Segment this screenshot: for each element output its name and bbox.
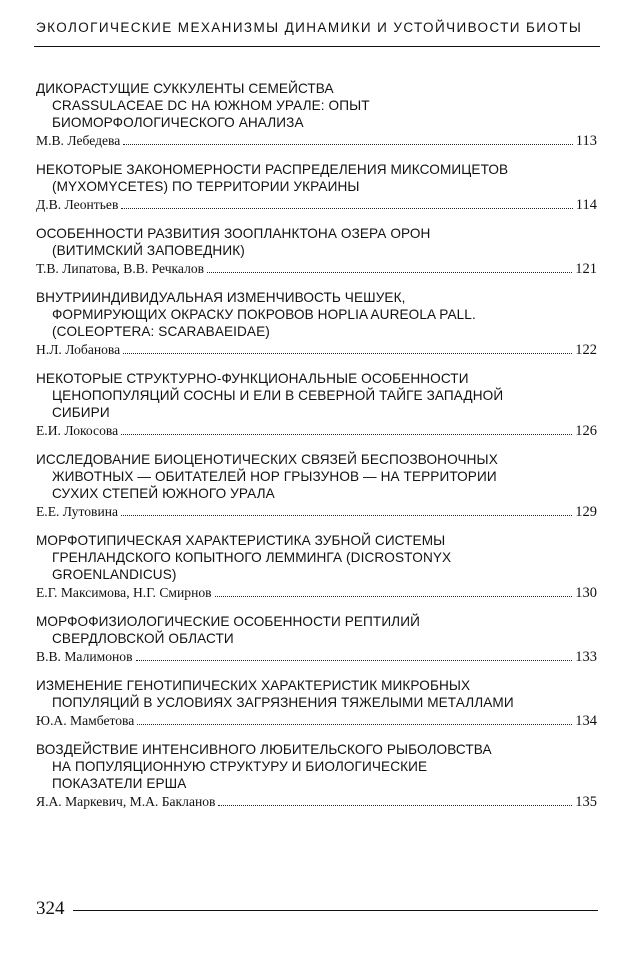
dot-leader <box>121 515 572 516</box>
page-footer <box>36 898 598 920</box>
entry-authors: В.В. Малимонов <box>36 649 133 664</box>
dot-leader <box>218 805 572 806</box>
entry-author-line <box>36 196 597 214</box>
entry-authors: Е.Е. Лутовина <box>36 504 119 519</box>
entry-title-line: СУХИХ СТЕПЕЙ ЮЖНОГО УРАЛА <box>52 486 275 501</box>
footer-rule <box>73 910 599 911</box>
entry-page-number: 130 <box>575 585 597 601</box>
dot-leader <box>121 208 572 209</box>
entry-title-line: ГРЕНЛАНДСКОГО КОПЫТНОГО ЛЕММИНГА (DICROSTONYX <box>52 550 452 565</box>
entry-title-line: МОРФОТИПИЧЕСКАЯ ХАРАКТЕРИСТИКА ЗУБНОЙ СИСТЕМЫ <box>36 533 446 548</box>
dot-leader <box>137 724 572 725</box>
entry-page-number: 126 <box>575 423 597 439</box>
dot-leader <box>215 596 573 597</box>
entry-title-line: ИССЛЕДОВАНИЕ БИОЦЕНОТИЧЕСКИХ СВЯЗЕЙ БЕСПОЗВОНОЧНЫХ <box>36 452 498 467</box>
dot-leader <box>121 434 572 435</box>
entry-title <box>36 289 597 340</box>
entry-title-line: ВОЗДЕЙСТВИЕ ИНТЕНСИВНОГО ЛЮБИТЕЛЬСКОГО РЫБОЛОВСТВА <box>36 742 492 757</box>
entry-title <box>36 677 597 711</box>
entry-title-line: ПОПУЛЯЦИЙ В УСЛОВИЯХ ЗАГРЯЗНЕНИЯ ТЯЖЕЛЫМИ МЕТАЛЛАМИ <box>52 695 514 710</box>
table-of-contents <box>36 80 597 822</box>
toc-entry <box>36 741 597 811</box>
entry-authors: Я.А. Маркевич, М.А. Бакланов <box>36 794 216 809</box>
entry-authors: Д.В. Леонтьев <box>36 197 119 212</box>
dot-leader <box>136 660 573 661</box>
entry-title <box>36 532 597 583</box>
entry-page-number: 122 <box>575 342 597 358</box>
entry-page-number: 135 <box>575 794 597 810</box>
entry-title-line: ЖИВОТНЫХ — ОБИТАТЕЛЕЙ НОР ГРЫЗУНОВ — НА ТЕРРИТОРИИ <box>52 469 497 484</box>
toc-entry <box>36 289 597 359</box>
entry-title-line: ИЗМЕНЕНИЕ ГЕНОТИПИЧЕСКИХ ХАРАКТЕРИСТИК МИКРОБНЫХ <box>36 678 471 693</box>
entry-title-line: GROENLANDICUS) <box>52 567 177 582</box>
entry-title-line: БИОМОРФОЛОГИЧЕСКОГО АНАЛИЗА <box>52 115 304 130</box>
toc-entry <box>36 677 597 730</box>
entry-title-line: ВНУТРИИНДИВИДУАЛЬНАЯ ИЗМЕНЧИВОСТЬ ЧЕШУЕК, <box>36 290 406 305</box>
entry-page-number: 133 <box>575 649 597 665</box>
entry-title-line: НЕКОТОРЫЕ СТРУКТУРНО-ФУНКЦИОНАЛЬНЫЕ ОСОБЕННОСТИ <box>36 371 469 386</box>
entry-title-line: НА ПОПУЛЯЦИОННУЮ СТРУКТУРУ И БИОЛОГИЧЕСКИЕ <box>52 759 428 774</box>
toc-entry <box>36 80 597 150</box>
entry-title-line: CRASSULACEAE DC НА ЮЖНОМ УРАЛЕ: ОПЫТ <box>52 98 370 113</box>
running-head: ЭКОЛОГИЧЕСКИЕ МЕХАНИЗМЫ ДИНАМИКИ И УСТОЙЧИВОСТИ БИОТЫ <box>36 20 583 35</box>
entry-author-line <box>36 503 597 521</box>
entry-authors: Н.Л. Лобанова <box>36 342 121 357</box>
entry-author-line <box>36 422 597 440</box>
entry-author-line <box>36 341 597 359</box>
dot-leader <box>123 353 572 354</box>
entry-title <box>36 613 597 647</box>
entry-title <box>36 80 597 131</box>
entry-title-line: СИБИРИ <box>52 405 110 420</box>
entry-title-line: (MYXOMYCETES) ПО ТЕРРИТОРИИ УКРАИНЫ <box>52 179 360 194</box>
toc-entry <box>36 161 597 214</box>
entry-title-line: СВЕРДЛОВСКОЙ ОБЛАСТИ <box>52 631 234 646</box>
entry-authors: Ю.А. Мамбетова <box>36 713 135 728</box>
entry-title-line: НЕКОТОРЫЕ ЗАКОНОМЕРНОСТИ РАСПРЕДЕЛЕНИЯ МИКСОМИЦЕТОВ <box>36 162 509 177</box>
entry-authors: М.В. Лебедева <box>36 133 121 148</box>
entry-authors: Е.Г. Максимова, Н.Г. Смирнов <box>36 585 212 600</box>
entry-title-line: (COLEOPTERA: SCARABAEIDAE) <box>52 324 270 339</box>
toc-entry <box>36 370 597 440</box>
toc-entry <box>36 451 597 521</box>
entry-title-line: ФОРМИРУЮЩИХ ОКРАСКУ ПОКРОВОВ HOPLIA AUREOLA PALL. <box>52 307 476 322</box>
entry-authors: Е.И. Локосова <box>36 423 119 438</box>
entry-title-line: МОРФОФИЗИОЛОГИЧЕСКИЕ ОСОБЕННОСТИ РЕПТИЛИЙ <box>36 614 420 629</box>
toc-entry <box>36 532 597 602</box>
entry-title-line: ЦЕНОПОПУЛЯЦИЙ СОСНЫ И ЕЛИ В СЕВЕРНОЙ ТАЙГЕ ЗАПАДНОЙ <box>52 388 504 403</box>
entry-page-number: 121 <box>575 261 597 277</box>
entry-author-line <box>36 584 597 602</box>
entry-author-line <box>36 260 597 278</box>
entry-title-line: ПОКАЗАТЕЛИ ЕРША <box>52 776 187 791</box>
entry-author-line <box>36 132 597 150</box>
entry-author-line <box>36 793 597 811</box>
page-number: 324 <box>36 898 65 919</box>
entry-page-number: 113 <box>575 133 597 149</box>
dot-leader <box>123 144 572 145</box>
entry-author-line <box>36 712 597 730</box>
entry-title-line: ДИКОРАСТУЩИЕ СУККУЛЕНТЫ СЕМЕЙСТВА <box>36 81 334 96</box>
header-rule <box>34 46 600 47</box>
entry-page-number: 129 <box>575 504 597 520</box>
entry-page-number: 134 <box>575 713 597 729</box>
toc-entry <box>36 225 597 278</box>
entry-title <box>36 225 597 259</box>
entry-title <box>36 370 597 421</box>
toc-entry <box>36 613 597 666</box>
entry-title <box>36 161 597 195</box>
entry-title-line: ОСОБЕННОСТИ РАЗВИТИЯ ЗООПЛАНКТОНА ОЗЕРА ОРОН <box>36 226 431 241</box>
dot-leader <box>207 272 572 273</box>
entry-author-line <box>36 648 597 666</box>
entry-title-line: (ВИТИМСКИЙ ЗАПОВЕДНИК) <box>52 243 245 258</box>
entry-authors: Т.В. Липатова, В.В. Речкалов <box>36 261 205 276</box>
entry-page-number: 114 <box>575 197 597 213</box>
entry-title <box>36 451 597 502</box>
entry-title <box>36 741 597 792</box>
